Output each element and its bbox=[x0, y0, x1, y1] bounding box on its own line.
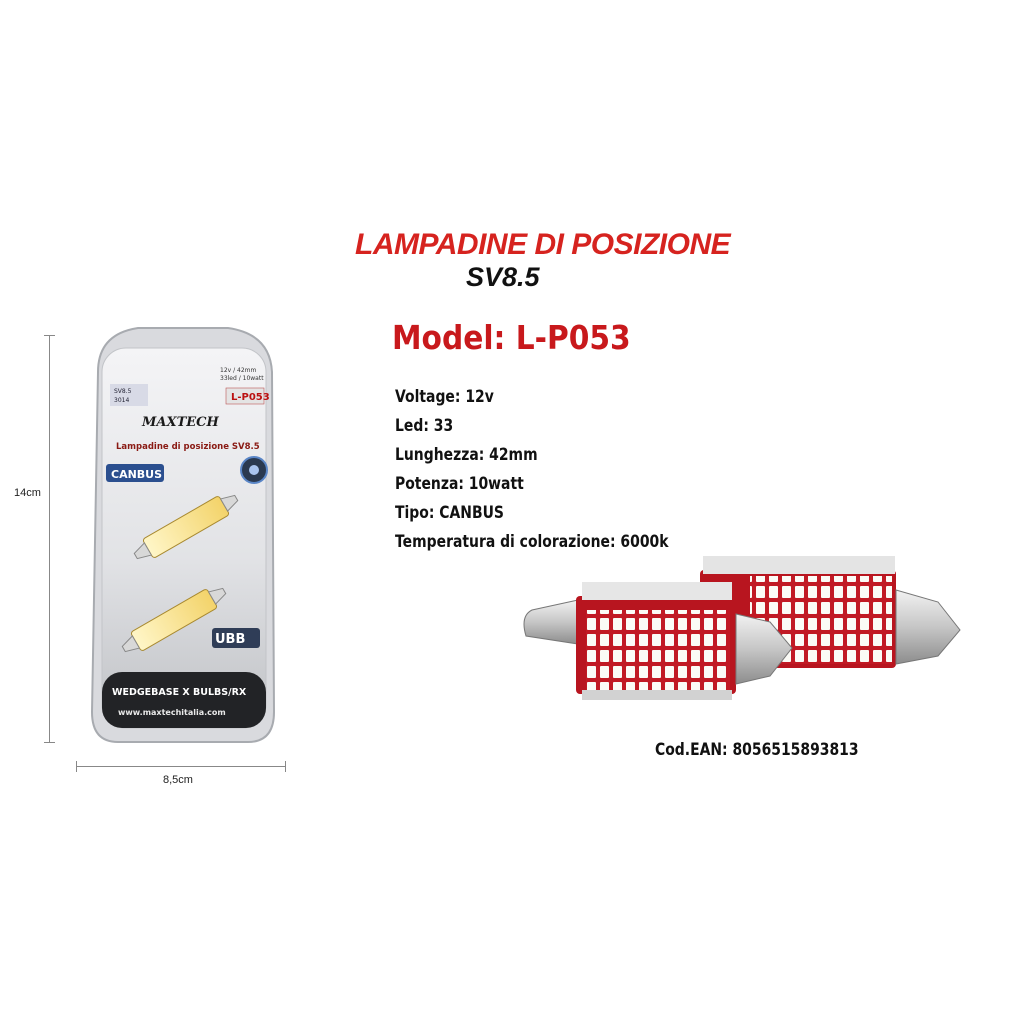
product-package-image bbox=[78, 322, 290, 748]
spec-type: Tipo: CANBUS bbox=[395, 503, 504, 523]
width-dimension-label: 8,5cm bbox=[163, 774, 193, 786]
height-dimension-cap-top bbox=[44, 335, 55, 336]
width-dimension-cap-left bbox=[76, 761, 77, 772]
package-spec-top-2: 33led / 10watt bbox=[220, 375, 264, 382]
ubb-badge-label: UBB bbox=[215, 632, 246, 647]
width-dimension-line bbox=[76, 766, 286, 767]
package-footer-brand: WEDGEBASE X BULBS/RX bbox=[112, 687, 247, 698]
package-spec-top-1: 12v / 42mm bbox=[220, 367, 257, 374]
height-dimension-cap-bottom bbox=[44, 742, 55, 743]
spec-length: Lunghezza: 42mm bbox=[395, 445, 538, 465]
spec-voltage: Voltage: 12v bbox=[395, 387, 494, 407]
led-bulbs-image bbox=[520, 552, 970, 712]
ean-code: Cod.EAN: 8056515893813 bbox=[655, 740, 859, 760]
package-brand: MAXTECH bbox=[142, 415, 219, 430]
product-title: LAMPADINE DI POSIZIONE bbox=[355, 228, 731, 261]
width-dimension-cap-right bbox=[285, 761, 286, 772]
package-code: L-P053 bbox=[231, 392, 270, 403]
package-spec-small-1: SV8.5 bbox=[114, 388, 132, 395]
canbus-badge-label: CANBUS bbox=[111, 468, 163, 481]
model-number: Model: L-P053 bbox=[392, 318, 631, 357]
package-product-line: Lampadine di posizione SV8.5 bbox=[116, 442, 260, 452]
height-dimension-line bbox=[49, 335, 50, 743]
product-subtitle: SV8.5 bbox=[466, 262, 540, 292]
package-website: www.maxtechitalia.com bbox=[118, 708, 226, 717]
height-dimension-label: 14cm bbox=[14, 487, 41, 499]
spec-power: Potenza: 10watt bbox=[395, 474, 524, 494]
spec-led: Led: 33 bbox=[395, 416, 454, 436]
spec-color-temperature: Temperatura di colorazione: 6000k bbox=[395, 532, 669, 552]
package-spec-small-2: 3014 bbox=[114, 397, 130, 404]
package-footer bbox=[102, 672, 266, 728]
